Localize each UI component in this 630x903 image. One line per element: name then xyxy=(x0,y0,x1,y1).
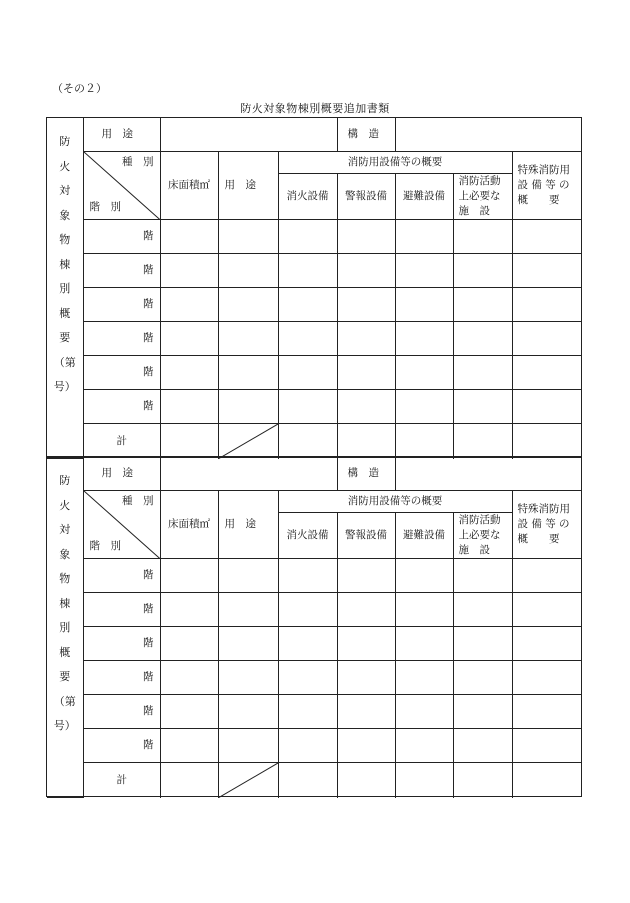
evacuation-equipment-header: 避難設備 xyxy=(395,173,453,220)
floor-area-field[interactable] xyxy=(160,288,218,322)
total-fire-activity-field[interactable] xyxy=(453,424,512,459)
floor-label: 階 xyxy=(83,593,160,627)
evacuation-field[interactable] xyxy=(395,559,453,593)
kind-label: 種 別 xyxy=(122,155,154,168)
floor-label: 階 xyxy=(83,254,160,288)
special-equipment-field[interactable] xyxy=(512,288,581,322)
floor-label: 階 xyxy=(83,695,160,729)
alarm-field[interactable] xyxy=(337,390,395,424)
special-equipment-field[interactable] xyxy=(512,593,581,627)
special-equipment-header: 特殊消防用 設 備 等 の 概 要 xyxy=(512,490,581,559)
fire-activity-facility-header: 消防活動 上必要な 施 設 xyxy=(453,512,512,559)
extinguishing-field[interactable] xyxy=(278,288,337,322)
extinguishing-field[interactable] xyxy=(278,661,337,695)
floor-area-header: 床面積㎡ xyxy=(160,490,218,559)
evacuation-field[interactable] xyxy=(395,627,453,661)
alarm-field[interactable] xyxy=(337,729,395,763)
fire-activity-field[interactable] xyxy=(453,356,512,390)
total-special-equipment-field[interactable] xyxy=(512,763,581,798)
special-equipment-field[interactable] xyxy=(512,254,581,288)
use-value-field[interactable] xyxy=(160,457,337,490)
kind-floor-diagonal-header xyxy=(83,151,160,220)
floor-label: 階 xyxy=(83,627,160,661)
floor-area-field[interactable] xyxy=(160,254,218,288)
extinguishing-field[interactable] xyxy=(278,356,337,390)
special-equipment-field[interactable] xyxy=(512,322,581,356)
extinguishing-field[interactable] xyxy=(278,254,337,288)
total-alarm-field[interactable] xyxy=(337,763,395,798)
alarm-field[interactable] xyxy=(337,661,395,695)
floor-label: 階 xyxy=(83,356,160,390)
floor-label: 階 xyxy=(83,559,160,593)
floor-column-label: 階 別 xyxy=(89,200,121,213)
extinguishing-field[interactable] xyxy=(278,220,337,254)
fire-activity-field[interactable] xyxy=(453,593,512,627)
evacuation-field[interactable] xyxy=(395,254,453,288)
extinguishing-field[interactable] xyxy=(278,729,337,763)
use-label-cell xyxy=(83,118,160,151)
evacuation-field[interactable] xyxy=(395,356,453,390)
fire-activity-field[interactable] xyxy=(453,559,512,593)
side-vertical-label: 防 火 対 象 物 棟 別 概 要 （第 号） xyxy=(47,118,83,459)
extinguishing-field[interactable] xyxy=(278,593,337,627)
use-field[interactable] xyxy=(218,356,278,390)
total-label: 計 xyxy=(83,424,160,459)
total-extinguishing-field[interactable] xyxy=(278,424,337,459)
alarm-field[interactable] xyxy=(337,254,395,288)
kind-label: 種 別 xyxy=(122,494,154,507)
floor-area-header: 床面積㎡ xyxy=(160,151,218,220)
use-label: 用 途 xyxy=(101,466,133,479)
alarm-field[interactable] xyxy=(337,322,395,356)
use-field[interactable] xyxy=(218,322,278,356)
use-field[interactable] xyxy=(218,390,278,424)
floor-column-label: 階 別 xyxy=(89,539,121,552)
fire-activity-field[interactable] xyxy=(453,220,512,254)
structure-label-cell xyxy=(337,118,395,151)
structure-label: 構 造 xyxy=(347,466,380,479)
floor-area-field[interactable] xyxy=(160,695,218,729)
fire-activity-field[interactable] xyxy=(453,627,512,661)
floor-area-field[interactable] xyxy=(160,593,218,627)
alarm-field[interactable] xyxy=(337,356,395,390)
extinguishing-field[interactable] xyxy=(278,390,337,424)
total-use-crossed-cell xyxy=(218,763,278,798)
total-fire-activity-field[interactable] xyxy=(453,763,512,798)
total-evacuation-field[interactable] xyxy=(395,424,453,459)
use-field[interactable] xyxy=(218,627,278,661)
floor-area-field[interactable] xyxy=(160,661,218,695)
use-field[interactable] xyxy=(218,729,278,763)
evacuation-field[interactable] xyxy=(395,220,453,254)
floor-label: 階 xyxy=(83,322,160,356)
evacuation-field[interactable] xyxy=(395,390,453,424)
crossed-out-line xyxy=(219,763,278,798)
total-alarm-field[interactable] xyxy=(337,424,395,459)
special-equipment-field[interactable] xyxy=(512,729,581,763)
floor-area-field[interactable] xyxy=(160,559,218,593)
evacuation-equipment-header: 避難設備 xyxy=(395,512,453,559)
use-field[interactable] xyxy=(218,593,278,627)
total-floor-area-field[interactable] xyxy=(160,763,218,798)
special-equipment-field[interactable] xyxy=(512,220,581,254)
use-column-header: 用 途 xyxy=(218,151,278,220)
fire-activity-field[interactable] xyxy=(453,695,512,729)
alarm-equipment-header: 警報設備 xyxy=(337,512,395,559)
special-equipment-field[interactable] xyxy=(512,559,581,593)
special-equipment-header: 特殊消防用 設 備 等 の 概 要 xyxy=(512,151,581,220)
building-summary-block-2 xyxy=(46,456,582,797)
total-extinguishing-field[interactable] xyxy=(278,763,337,798)
summary-table xyxy=(47,118,581,459)
special-equipment-field[interactable] xyxy=(512,661,581,695)
kind-floor-diagonal-header xyxy=(83,490,160,559)
total-use-crossed-cell xyxy=(218,424,278,459)
use-field[interactable] xyxy=(218,559,278,593)
alarm-field[interactable] xyxy=(337,220,395,254)
floor-label: 階 xyxy=(83,288,160,322)
floor-label: 階 xyxy=(83,661,160,695)
total-special-equipment-field[interactable] xyxy=(512,424,581,459)
extinguishing-field[interactable] xyxy=(278,695,337,729)
structure-value-field[interactable] xyxy=(395,457,581,490)
extinguishing-equipment-header: 消火設備 xyxy=(278,512,337,559)
use-column-header: 用 途 xyxy=(218,490,278,559)
crossed-out-line xyxy=(219,424,278,459)
total-evacuation-field[interactable] xyxy=(395,763,453,798)
floor-area-field[interactable] xyxy=(160,322,218,356)
special-equipment-field[interactable] xyxy=(512,390,581,424)
evacuation-field[interactable] xyxy=(395,288,453,322)
evacuation-field[interactable] xyxy=(395,593,453,627)
alarm-field[interactable] xyxy=(337,627,395,661)
floor-label: 階 xyxy=(83,220,160,254)
floor-area-field[interactable] xyxy=(160,356,218,390)
fire-activity-field[interactable] xyxy=(453,288,512,322)
extinguishing-equipment-header: 消火設備 xyxy=(278,173,337,220)
floor-area-field[interactable] xyxy=(160,627,218,661)
summary-table xyxy=(47,457,581,798)
use-field[interactable] xyxy=(218,695,278,729)
special-equipment-field[interactable] xyxy=(512,695,581,729)
use-label: 用 途 xyxy=(101,127,133,140)
structure-label: 構 造 xyxy=(347,127,380,140)
equipment-group-header: 消防用設備等の概要 xyxy=(278,490,512,512)
floor-area-field[interactable] xyxy=(160,390,218,424)
building-summary-block-1 xyxy=(46,117,582,458)
alarm-equipment-header: 警報設備 xyxy=(337,173,395,220)
use-field[interactable] xyxy=(218,288,278,322)
fire-activity-field[interactable] xyxy=(453,729,512,763)
fire-activity-facility-header: 消防活動 上必要な 施 設 xyxy=(453,173,512,220)
use-label-cell xyxy=(83,457,160,490)
alarm-field[interactable] xyxy=(337,593,395,627)
alarm-field[interactable] xyxy=(337,288,395,322)
floor-area-field[interactable] xyxy=(160,729,218,763)
document-title: 防火対象物棟別概要追加書類 xyxy=(240,102,390,115)
structure-value-field[interactable] xyxy=(395,118,581,151)
evacuation-field[interactable] xyxy=(395,322,453,356)
extinguishing-field[interactable] xyxy=(278,322,337,356)
use-field[interactable] xyxy=(218,220,278,254)
structure-label-cell xyxy=(337,457,395,490)
total-label: 計 xyxy=(83,763,160,798)
special-equipment-field[interactable] xyxy=(512,627,581,661)
floor-label: 階 xyxy=(83,729,160,763)
fire-activity-field[interactable] xyxy=(453,254,512,288)
use-field[interactable] xyxy=(218,661,278,695)
page-label: （その２） xyxy=(52,82,107,95)
use-value-field[interactable] xyxy=(160,118,337,151)
floor-area-field[interactable] xyxy=(160,220,218,254)
extinguishing-field[interactable] xyxy=(278,627,337,661)
alarm-field[interactable] xyxy=(337,559,395,593)
fire-activity-field[interactable] xyxy=(453,661,512,695)
equipment-group-header: 消防用設備等の概要 xyxy=(278,151,512,173)
special-equipment-field[interactable] xyxy=(512,356,581,390)
use-field[interactable] xyxy=(218,254,278,288)
total-floor-area-field[interactable] xyxy=(160,424,218,459)
extinguishing-field[interactable] xyxy=(278,559,337,593)
evacuation-field[interactable] xyxy=(395,729,453,763)
fire-activity-field[interactable] xyxy=(453,322,512,356)
fire-activity-field[interactable] xyxy=(453,390,512,424)
evacuation-field[interactable] xyxy=(395,661,453,695)
evacuation-field[interactable] xyxy=(395,695,453,729)
side-vertical-label: 防 火 対 象 物 棟 別 概 要 （第 号） xyxy=(47,457,83,798)
floor-label: 階 xyxy=(83,390,160,424)
alarm-field[interactable] xyxy=(337,695,395,729)
